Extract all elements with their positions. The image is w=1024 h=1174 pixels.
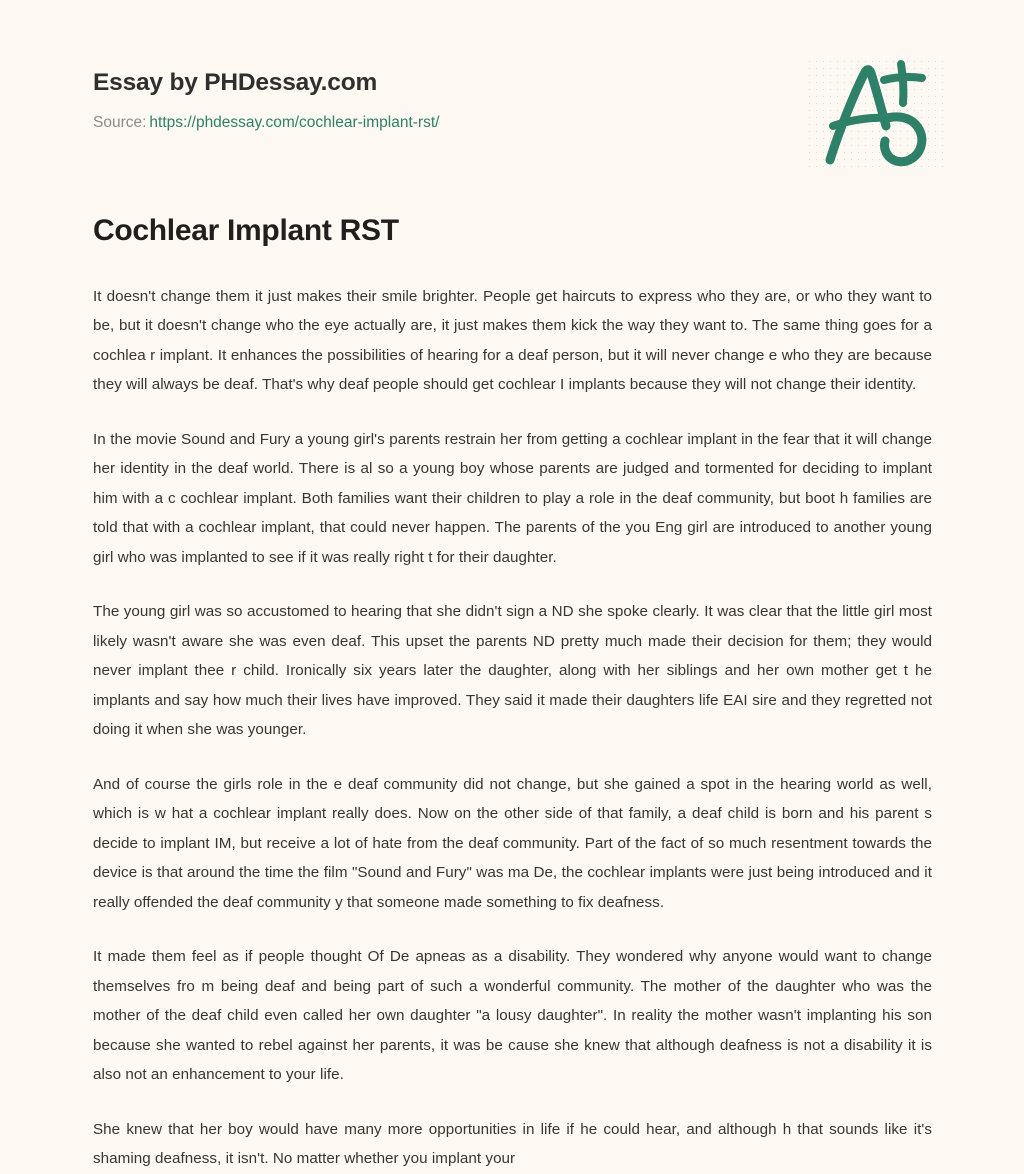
paragraph: She knew that her boy would have many more opportunities in life if he could hear, and although h that sounds like it's shaming deafness, it isn't. No matter whether you implant your	[93, 1120, 932, 1167]
page-title: Cochlear Implant RST	[93, 214, 399, 247]
article	[93, 212, 932, 1174]
page-header	[0, 0, 1024, 200]
paragraph: The young girl was so accustomed to hearing that she didn't sign a ND she spoke clearly. It was clear that the little girl most likely wasn't aware she was even deaf. This upset the parents ND pretty much made their decision for them; they would never implant thee r child. Ironically six years later the daughter, along with her siblings and her own mother get t he implants and say how much their lives have improved. They said it made their daughters life EAI sire and they regretted not doing it when she was younger.	[93, 603, 932, 738]
article-body	[93, 282, 932, 1174]
paragraph: It doesn't change them it just makes their smile brighter. People get haircuts to express who they are, or who they want to be, but it doesn't change who the eye actually are, it just makes them kick the way they want to. The same thing goes for a cochlea r implant. It enhances the possibilities of hearing for a deaf person, but it will never change e who they are because they will always be deaf. That's why deaf people should get cochlear I implants because they will not change their identity.	[93, 287, 932, 393]
source-row	[93, 114, 693, 133]
brand-title: Essay by PHDessay.com	[93, 69, 378, 96]
paragraph: And of course the girls role in the e deaf community did not change, but she gained a spot in the hearing world as well, which is w hat a cochlear implant really does. Now on the other side of that family, a deaf child is born and his parent s decide to implant IM, but receive a lot of hate from the deaf community. Part of the fact of so much resentment towards the device is that around the time the film "Sound and Fury" was ma De, the cochlear implants were just being introduced and it really offended the deaf community y that someone made something to fix deafness.	[93, 775, 932, 911]
paragraph: In the movie Sound and Fury a young girl's parents restrain her from getting a cochlear implant in the fear that it will change her identity in the deaf world. There is al so a young boy whose parents are judged and tormented for deciding to implant him with a c cochlear implant. Both families want their children to play a role in the deaf community, but boot h families are told that with a cochlear implant, that could never happen. The parents of the you Eng girl are introduced to another young girl who was implanted to see if it was really right t for their daughter.	[93, 430, 932, 566]
source-link[interactable]: https://phdessay.com/cochlear-implant-rst/	[149, 113, 440, 131]
a-plus-logo-icon	[806, 48, 946, 178]
brand-block	[93, 70, 693, 133]
paragraph: It made them feel as if people thought Of De apneas as a disability. They wondered why anyone would want to change themselves fro m being deaf and being part of such a wonderful community. The mother of the daughter who was the mother of the deaf child even called her own daughter "a lousy daughter". In reality the mother wasn't implanting his son because she wanted to rebel against her parents, it was be cause she knew that although deafness is not a disability it is also not an enhancement to your life.	[93, 948, 932, 1083]
source-label: Source:	[93, 113, 147, 131]
logo	[806, 48, 946, 178]
